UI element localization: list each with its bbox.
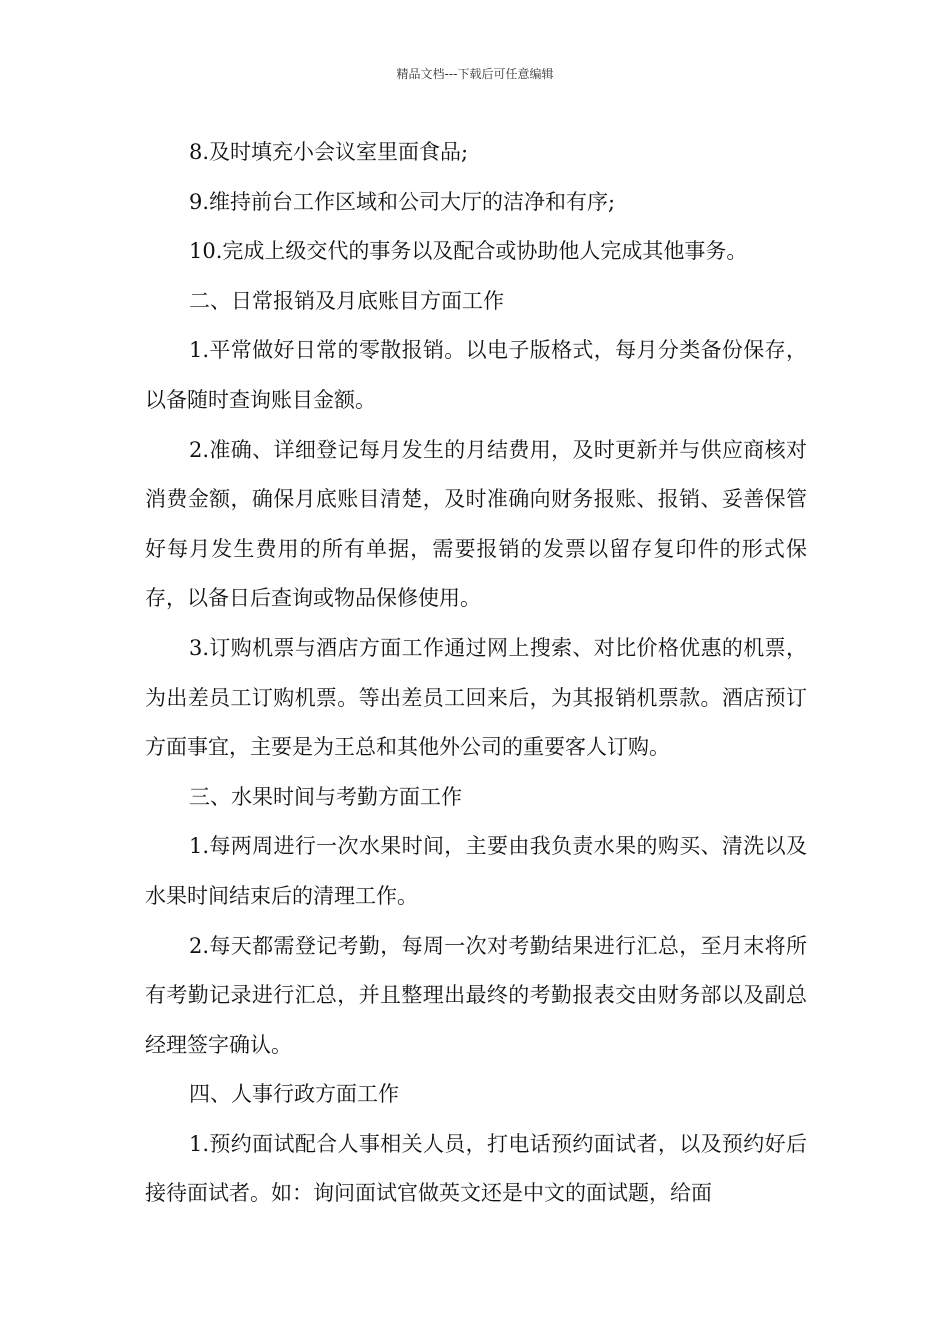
paragraph-item-10: 10.完成上级交代的事务以及配合或协助他人完成其他事务。 — [189, 239, 748, 264]
page-header: 精品文档---下载后可任意编辑 — [396, 67, 554, 81]
paragraph-item-9: 9.维持前台工作区域和公司大厅的洁净和有序; — [189, 189, 616, 214]
paragraph-attendance-2: 2.每天都需登记考勤，每周一次对考勤结果进行汇总，至月末将所有考勤记录进行汇总，并且整理出最终的考勤报表交由财务部以及副总经理签字确认。 — [145, 933, 807, 1057]
paragraph-reimbursement-2: 2.准确、详细登记每月发生的月结费用，及时更新并与供应商核对消费金额，确保月底账目清楚，及时准确向财务报账、报销、妥善保管好每月发生费用的所有单据，需要报销的发票以留存复印件的形式保存，以备日后查询或物品保修使用。 — [145, 437, 807, 611]
section-heading-3: 三、水果时间与考勤方面工作 — [189, 784, 462, 809]
paragraph-hr-1: 1.预约面试配合人事相关人员，打电话预约面试者，以及预约好后接待面试者。如：询问面试官做英文还是中文的面试题，给面 — [145, 1131, 807, 1206]
section-heading-4: 四、人事行政方面工作 — [189, 1082, 399, 1107]
section-heading-2: 二、日常报销及月底账目方面工作 — [189, 288, 504, 313]
paragraph-reimbursement-3: 3.订购机票与酒店方面工作通过网上搜索、对比价格优惠的机票，为出差员工订购机票。等出差员工回来后，为其报销机票款。酒店预订方面事宜，主要是为王总和其他外公司的重要客人订购。 — [145, 635, 807, 760]
paragraph-item-8: 8.及时填充小会议室里面食品; — [189, 140, 469, 164]
document-body — [145, 128, 807, 1219]
paragraph-fruit-1: 1.每两周进行一次水果时间，主要由我负责水果的购买、清洗以及水果时间结束后的清理工作。 — [145, 834, 807, 908]
paragraph-reimbursement-1: 1.平常做好日常的零散报销。以电子版格式，每月分类备份保存，以备随时查询账目金额。 — [145, 338, 807, 412]
